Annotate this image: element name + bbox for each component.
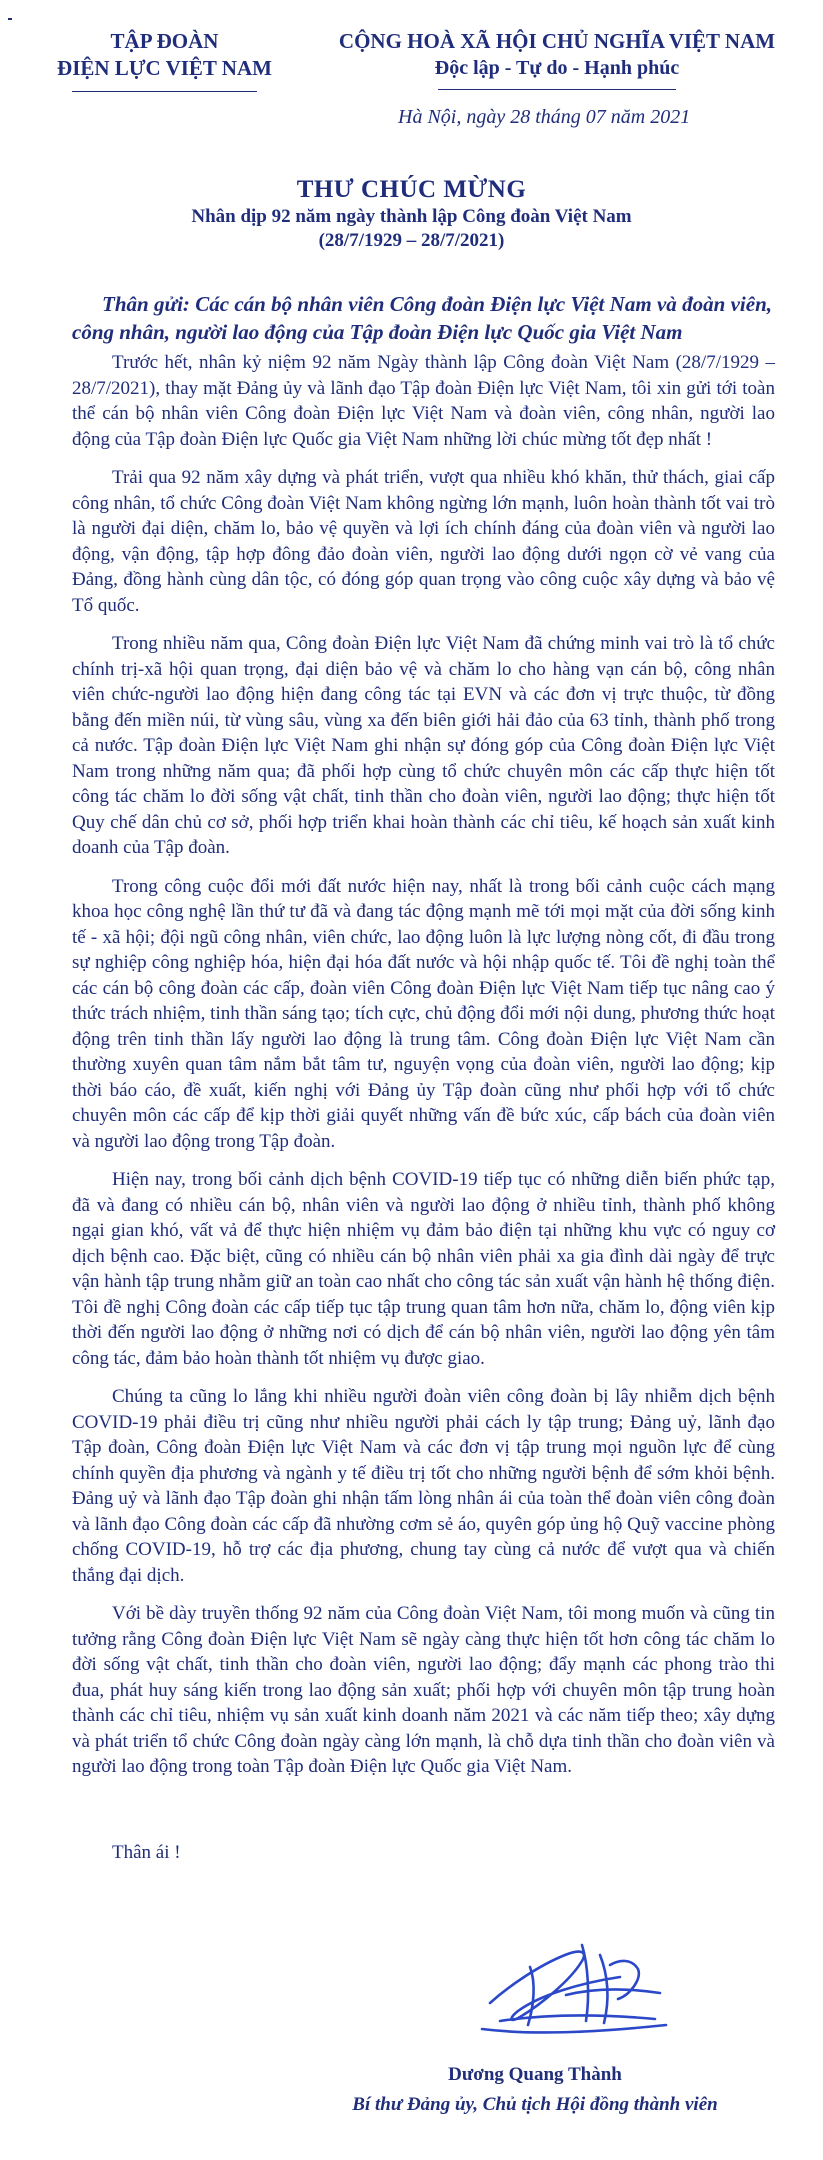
salutation: Thân gửi: Các cán bộ nhân viên Công đoàn Điện lực Việt Nam và đoàn viên, công nhân, người lao động của Tập đoàn Điện lực Quốc gia Việt Nam [72,292,772,344]
corner-mark [8,18,12,20]
org-line-1: TẬP ĐOÀN [110,29,219,53]
title-block [0,175,823,253]
letter-subtitle: Nhân dịp 92 năm ngày thành lập Công đoàn Việt Nam [191,206,632,227]
body-paragraph: Với bề dày truyền thống 92 năm của Công đoàn Việt Nam, tôi mong muốn và cũng tin tưởng rằng Công đoàn Điện lực Việt Nam sẽ ngày càng thực hiện tốt hơn công tác chăm lo đời sống vật chất, tinh thần cho đoàn viên, người lao động; đẩy mạnh các phong trào thi đua, phát huy sáng kiến trong lao động sản xuất; phối hợp với chuyên môn tập trung hoàn thành các chỉ tiêu, nhiệm vụ sản xuất kinh doanh năm 2021 và các năm tiếp theo; xây dựng và phát triển tổ chức Công đoàn ngày càng lớn mạnh, là chỗ dựa tinh thần cho đoàn viên và người lao động trong toàn Tập đoàn Điện lực Quốc gia Việt Nam. [72,1603,775,1777]
body-paragraph: Chúng ta cũng lo lắng khi nhiều người đoàn viên công đoàn bị lây nhiễm dịch bệnh COVID-19 phải điều trị cũng như nhiều người phải cách ly tập trung; Đảng uỷ, lãnh đạo Tập đoàn, Công đoàn Điện lực Việt Nam và các đơn vị tập trung mọi nguồn lực để cùng chính quyền địa phương và ngành y tế điều trị tốt cho những người bệnh để sớm khỏi bệnh. Đảng uỷ và lãnh đạo Tập đoàn ghi nhận tấm lòng nhân ái của toàn thể đoàn viên công đoàn và lãnh đạo Công đoàn các cấp đã nhường cơm sẻ áo, quyên góp ủng hộ Quỹ vaccine phòng chống COVID-19, hỗ trợ các địa phương, chung tay cùng cả nước để vượt qua và chiến thắng đại dịch. [72,1386,775,1586]
body-paragraph: Trước hết, nhân kỷ niệm 92 năm Ngày thành lập Công đoàn Việt Nam (28/7/1929 – 28/7/2021), thay mặt Đảng ủy và lãnh đạo Tập đoàn Điện lực Việt Nam, tôi xin gửi tới toàn thể cán bộ nhân viên Công đoàn Điện lực Việt Nam và đoàn viên, công nhân, người lao động của Tập đoàn Điện lực Quốc gia Việt Nam những lời chúc mừng tốt đẹp nhất ! [72,352,775,450]
national-motto-block [322,28,792,90]
handwritten-signature [470,1925,680,2045]
nation-name: CỘNG HOÀ XÃ HỘI CHỦ NGHĨA VIỆT NAM [338,29,776,53]
closing-text: Thân ái ! [112,1842,181,1863]
org-line-2: ĐIỆN LỰC VIỆT NAM [57,56,272,80]
org-underline [72,91,257,92]
nation-motto: Độc lập - Tự do - Hạnh phúc [434,57,680,79]
body-paragraph: Trong công cuộc đổi mới đất nước hiện nay, nhất là trong bối cảnh cuộc cách mạng khoa học công nghệ lần thứ tư đã và đang tác động mạnh mẽ tới mọi mặt của đời sống kinh tế - xã hội; đội ngũ công nhân, viên chức, lao động luôn là lực lượng nòng cốt, đi đầu trong sự nghiệp công nghiệp hóa, hiện đại hóa đất nước và hội nhập quốc tế. Tôi đề nghị toàn thể các cán bộ công đoàn các cấp, đoàn viên Công đoàn Điện lực Việt Nam tiếp tục nâng cao ý thức trách nhiệm, tinh thần sáng tạo; tích cực, chủ động đổi mới nội dung, phương thức hoạt động trên tinh thần lấy người lao động là trung tâm. Công đoàn Điện lực Việt Nam cần thường xuyên quan tâm nắm bắt tâm tư, nguyện vọng của đoàn viên, người lao động; kịp thời báo cáo, đề xuất, kiến nghị với Đảng ủy Tập đoàn cũng như phối hợp với tổ chức chuyên môn các cấp để kịp thời giải quyết những vấn đề bức xúc, cấp bách của đoàn viên và người lao động trong Tập đoàn. [72,875,775,1152]
signer-title: Bí thư Đảng ủy, Chủ tịch Hội đồng thành viên [352,2094,718,2115]
body-paragraph: Trong nhiều năm qua, Công đoàn Điện lực Việt Nam đã chứng minh vai trò là tổ chức chính trị-xã hội quan trọng, đại diện bảo vệ và chăm lo cho hàng vạn cán bộ, công nhân viên chức-người lao động hiện đang công tác tại EVN và các đơn vị trực thuộc, từ đồng bằng đến miền núi, từ vùng sâu, vùng xa đến biên giới hải đảo của 63 tỉnh, thành phố trong cả nước. Tập đoàn Điện lực Việt Nam ghi nhận sự đóng góp của Công đoàn Điện lực Việt Nam trong những năm qua; đã phối hợp cùng tổ chức chuyên môn các cấp thực hiện tốt công tác chăm lo đời sống vật chất, tinh thần cho đoàn viên, người lao động; thực hiện tốt Quy chế dân chủ cơ sở, phối hợp triển khai hoàn thành các chỉ tiêu, kế hoạch sản xuất kinh doanh của Tập đoàn. [72,633,775,858]
letter-body [72,350,775,1793]
letter-date: Hà Nội, ngày 28 tháng 07 năm 2021 [398,106,691,128]
letter-title: THƯ CHÚC MỪNG [296,176,527,203]
body-paragraph: Trải qua 92 năm xây dựng và phát triển, vượt qua nhiều khó khăn, thử thách, giai cấp công nhân, tổ chức Công đoàn Việt Nam không ngừng lớn mạnh, luôn hoàn thành tốt vai trò là người đại diện, chăm lo, bảo vệ quyền và lợi ích chính đáng của đoàn viên và người lao động, vận động, tập hợp đông đảo đoàn viên, người lao động dưới ngọn cờ vẻ vang của Đảng, đồng hành cùng dân tộc, có đóng góp quan trọng vào công cuộc xây dựng và bảo vệ Tổ quốc. [72,467,775,616]
organization-block [52,28,277,92]
signer-name: Dương Quang Thành [448,2064,622,2085]
motto-underline [438,89,676,90]
letter-dates: (28/7/1929 – 28/7/2021) [318,230,505,251]
body-paragraph: Hiện nay, trong bối cảnh dịch bệnh COVID-19 tiếp tục có những diễn biến phức tạp, đã và đang có nhiều cán bộ, nhân viên và người lao động ở nhiều tỉnh, thành phố không ngại gian khó, vất vả để thực hiện nhiệm vụ đảm bảo điện tại những khu vực có nguy cơ dịch bệnh cao. Đặc biệt, cũng có nhiều cán bộ nhân viên phải xa gia đình dài ngày để trực vận hành tập trung nhằm giữ an toàn cao nhất cho công tác sản xuất vận hành hệ thống điện. Tôi đề nghị Công đoàn các cấp tiếp tục tập trung quan tâm hơn nữa, chăm lo, động viên kịp thời đến người lao động ở những nơi có dịch để cán bộ nhân viên, người lao động yên tâm công tác, đảm bảo hoàn thành tốt nhiệm vụ được giao. [72,1169,775,1369]
